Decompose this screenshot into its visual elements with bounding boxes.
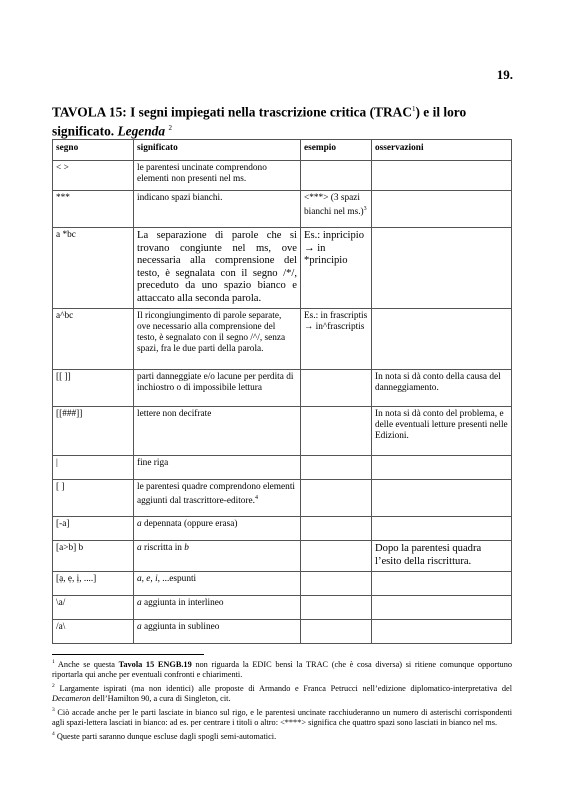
footnote-number: 2 [52, 682, 55, 689]
cell-significato: Il ricongiungimento di parole separate, ove necessario alla comprensione del testo, è segnalato con il segno /^/, senza spazi, fra le due parti della parola. [134, 309, 301, 370]
cell-osservazioni: In nota si dà conto della causa del danneggiamento. [372, 370, 512, 407]
cell-segno: *** [53, 191, 134, 228]
table-row [53, 541, 512, 572]
meaning-text: depennata (oppure erasa) [141, 519, 238, 529]
table-row [53, 572, 512, 596]
cell-osservazioni [372, 456, 512, 480]
cell-esempio [301, 370, 372, 407]
cell-significato [134, 620, 301, 644]
header-osservazioni: osservazioni [372, 140, 512, 161]
footnotes [52, 657, 512, 743]
cell-esempio [301, 407, 372, 456]
table-row [53, 596, 512, 620]
cell-significato: le parentesi uncinate comprendono elementi non presenti nel ms. [134, 161, 301, 191]
footnote-text: Largamente ispirati (ma non identici) alle proposte di Armando e Franca Petrucci nell’edizione diplomatico-interpretativa del [54, 683, 512, 693]
footnote-bold: Tavola 15 ENGB.19 [118, 659, 192, 669]
footnote-text: Ciò accade anche per le parti lasciate in bianco sul rigo, e le parentesi uncinate racchiuderanno un numero di asterischi corrispondenti agli spazi-lettera lasciati in bianco: ad es. per centrare i titoli o altro: <****> significa che quattro spazi sono lasciati in bianco nel ms. [52, 707, 512, 727]
cell-significato: parti danneggiate e/o lacune per perdita di inchiostro o di impossibile lettura [134, 370, 301, 407]
footnote-3 [52, 705, 512, 728]
cell-esempio [301, 191, 372, 228]
cell-esempio [301, 541, 372, 572]
cell-osservazioni: In nota si dà conto del problema, e delle eventuali letture presenti nelle Edizioni. [372, 407, 512, 456]
cell-esempio [301, 620, 372, 644]
header-significato: significato [134, 140, 301, 161]
cell-segno: [-a] [53, 517, 134, 541]
cell-segno: [ ] [53, 480, 134, 517]
header-esempio: esempio [301, 140, 372, 161]
cell-segno: [a>b] b [53, 541, 134, 572]
footnote-4 [52, 729, 512, 742]
title-after: ) e il loro significato. [52, 104, 467, 139]
table-row [53, 228, 512, 309]
table-row [53, 370, 512, 407]
meaning-italic: a [137, 598, 142, 608]
table-row [53, 480, 512, 517]
cell-osservazioni [372, 480, 512, 517]
cell-segno: /a\ [53, 620, 134, 644]
meaning-italic: a [137, 519, 142, 529]
cell-segno: [[ ]] [53, 370, 134, 407]
meaning-text: aggiunta in interlineo [141, 598, 224, 608]
cell-esempio [301, 161, 372, 191]
cell-significato [134, 228, 301, 309]
cell-segno: [ạ, ẹ, ị, ....] [53, 572, 134, 596]
cell-esempio [301, 596, 372, 620]
cell-significato: indicano spazi bianchi. [134, 191, 301, 228]
footnote-italic: Decameron [52, 694, 91, 704]
title-main: TAVOLA 15: I segni impiegati nella trascrizione critica (TRAC [52, 104, 412, 120]
footnote-divider [52, 654, 204, 655]
example-text: <***> (3 spazi bianchi nel ms.) [304, 193, 364, 217]
table-row [53, 407, 512, 456]
cell-segno: < > [53, 161, 134, 191]
page-title [52, 101, 512, 140]
header-segno: segno [53, 140, 134, 161]
footnote-ref-1[interactable]: 1 [412, 105, 416, 113]
cell-segno: [[###]] [53, 407, 134, 456]
footnote-text: dell’Hamilton 90, a cura di Singleton, cit. [90, 694, 231, 704]
meaning-text: riscritta in [141, 543, 185, 553]
footnote-text: non riguarda la EDIC bensì la TRAC (che è cosa diversa) si ritiene comunque opportuno riportarla qui anche per eventuali confronti e chiarimenti. [52, 659, 512, 680]
cell-significato [134, 541, 301, 572]
cell-esempio [301, 456, 372, 480]
table-row [53, 456, 512, 480]
cell-osservazioni [372, 191, 512, 228]
cell-segno: | [53, 456, 134, 480]
table-header-row [53, 140, 512, 161]
footnote-text: Anche se questa [54, 659, 119, 669]
footnote-ref-4[interactable]: 4 [254, 494, 258, 501]
meaning-italic: b [184, 543, 189, 553]
cell-osservazioni [372, 620, 512, 644]
cell-significato [134, 596, 301, 620]
meaning-text: ...espunti [159, 574, 197, 584]
cell-osservazioni [372, 596, 512, 620]
cell-osservazioni [372, 161, 512, 191]
cell-osservazioni [372, 541, 512, 572]
meaning-text: La separazione di parole che si trovano congiunte nel ms, ove necessaria alla comprensione del testo, è segnalata con il segno /*/, preceduto da uno spazio bianco e attaccato alla seconda parola. [137, 230, 297, 304]
table-row [53, 161, 512, 191]
footnote-2 [52, 681, 512, 704]
footnote-number: 4 [52, 730, 55, 737]
meaning-italic: a [137, 543, 142, 553]
table-row [53, 517, 512, 541]
footnote-number: 1 [52, 659, 55, 665]
cell-esempio [301, 228, 372, 309]
footnote-1 [52, 657, 512, 680]
footnote-number: 3 [52, 706, 55, 713]
observation-text: Dopo la parentesi quadra l’esito della riscrittura. [375, 543, 482, 567]
cell-esempio [301, 480, 372, 517]
cell-osservazioni [372, 572, 512, 596]
cell-osservazioni [372, 228, 512, 309]
cell-segno: a^bc [53, 309, 134, 370]
cell-esempio [301, 572, 372, 596]
footnote-text: Queste parti saranno dunque escluse dagli spogli semi-automatici. [54, 731, 277, 741]
cell-significato [134, 517, 301, 541]
cell-significato [134, 572, 301, 596]
example-text: Es.: inpricipio → in *principio [304, 230, 365, 266]
table-row [53, 191, 512, 228]
cell-esempio [301, 517, 372, 541]
cell-osservazioni [372, 517, 512, 541]
cell-osservazioni [372, 309, 512, 370]
meaning-italic: a [137, 622, 142, 632]
cell-significato: lettere non decifrate [134, 407, 301, 456]
signs-table [52, 139, 512, 644]
footnote-ref-2[interactable]: 2 [168, 124, 172, 133]
table-row [53, 620, 512, 644]
table-row [53, 309, 512, 370]
cell-segno: a *bc [53, 228, 134, 309]
title-legenda: Legenda [117, 123, 166, 139]
meaning-text: aggiunta in sublineo [141, 622, 220, 632]
cell-segno: \a/ [53, 596, 134, 620]
cell-significato: fine riga [134, 456, 301, 480]
meaning-text: le parentesi quadre comprendono elementi aggiunti dal trascrittore-editore. [137, 482, 295, 506]
meaning-italic: a, e, i, [137, 574, 160, 584]
page-number: 19. [496, 67, 513, 82]
footnote-ref-3[interactable]: 3 [363, 205, 367, 212]
cell-esempio: Es.: in frascriptis → in^frascriptis [301, 309, 372, 370]
cell-significato [134, 480, 301, 517]
